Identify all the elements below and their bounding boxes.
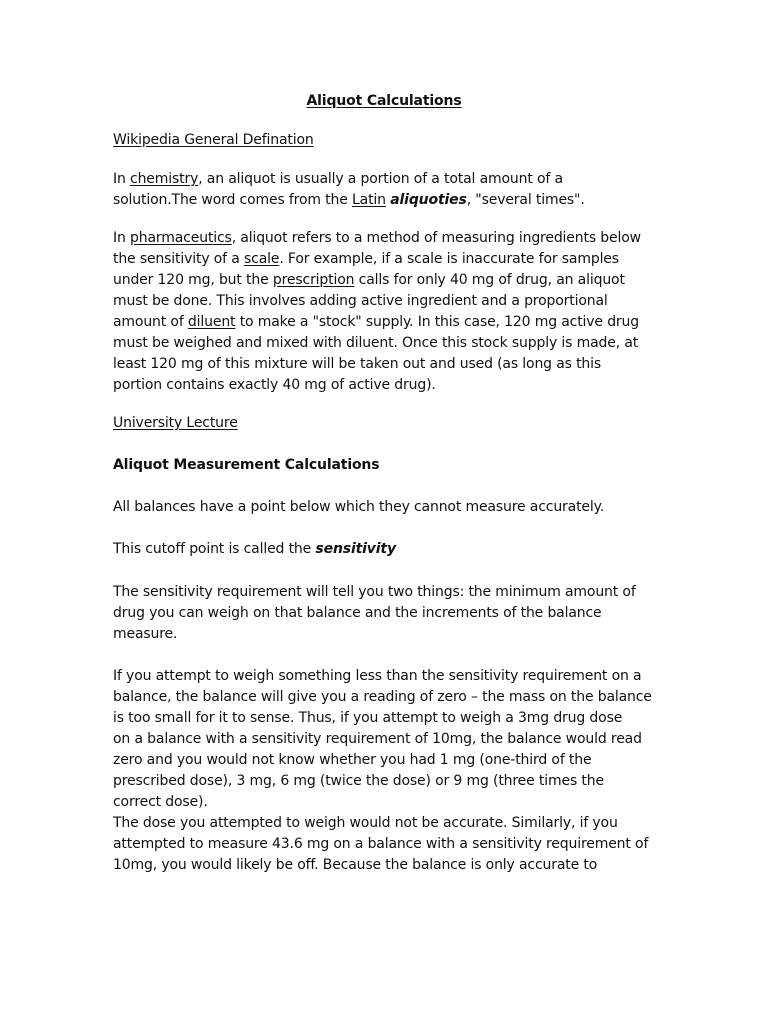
text-span: In [113,230,131,246]
pharmaceutics-line [113,312,639,333]
weighing-paragraph-line: The dose you attempted to weigh would not be accurate. Similarly, if you [113,815,618,831]
weighing-paragraph-line: balance, the balance will give you a reading of zero – the mass on the balance [113,689,652,705]
text-span: , an aliquot is usually a portion of a total amount of a [198,171,563,187]
wikipedia-heading: Wikipedia General Defination [113,132,314,148]
chemistry-link[interactable]: chemistry [130,171,199,187]
prescription-link[interactable]: prescription [272,272,355,288]
weighing-paragraph-line: If you attempt to weigh something less than the sensitivity requirement on a [113,668,642,684]
diluent-link[interactable]: diluent [187,314,236,330]
text-span: In [113,171,131,187]
pharmaceutics-link[interactable]: pharmaceutics [130,230,232,246]
pharmaceutics-line: must be done. This involves adding active ingredient and a proportional [113,293,608,309]
text-span: This cutoff point is called the [113,541,316,557]
pharmaceutics-line [113,228,641,249]
measurement-heading: Aliquot Measurement Calculations [113,457,380,473]
weighing-paragraph-line: zero and you would not know whether you had 1 mg (one-third of the [113,752,592,768]
pharmaceutics-line [113,249,619,270]
wiki-definition-line [113,169,563,190]
pharmaceutics-line: must be weighed and mixed with diluent. Once this stock supply is made, at [113,335,639,351]
text-span: under 120 mg, but the [113,272,273,288]
wiki-definition-line [113,190,585,211]
aliquoties-term: aliquoties [390,192,467,208]
weighing-paragraph-line: on a balance with a sensitivity requirement of 10mg, the balance would read [113,731,642,747]
weighing-paragraph-line: is too small for it to sense. Thus, if you attempt to weigh a 3mg drug dose [113,710,623,726]
text-span: to make a "stock" supply. In this case, 120 mg active drug [235,314,640,330]
sensitivity-term: sensitivity [315,541,396,557]
text-span: . For example, if a scale is inaccurate for samples [279,251,619,267]
text-span: , aliquot refers to a method of measuring ingredients below [231,230,641,246]
pharmaceutics-line: portion contains exactly 40 mg of active drug). [113,377,436,393]
text-span: solution.The word comes from the [113,192,353,208]
text-span: the sensitivity of a [113,251,244,267]
text-span: amount of [113,314,188,330]
university-lecture-heading: University Lecture [113,415,238,431]
weighing-paragraph-line: correct dose). [113,794,208,810]
sensitivity-paragraph-line: The sensitivity requirement will tell you two things: the minimum amount of [113,584,636,600]
document-title: Aliquot Calculations [306,93,462,109]
latin-link[interactable]: Latin [352,192,386,208]
weighing-paragraph-line: 10mg, you would likely be off. Because the balance is only accurate to [113,857,598,873]
cutoff-sentence [113,539,396,560]
sensitivity-paragraph-line: drug you can weigh on that balance and the increments of the balance [113,605,602,621]
pharmaceutics-line: least 120 mg of this mixture will be taken out and used (as long as this [113,356,602,372]
text-span: calls for only 40 mg of drug, an aliquot [354,272,625,288]
pharmaceutics-line [113,270,625,291]
sensitivity-paragraph-line: measure. [113,626,178,642]
weighing-paragraph-line: attempted to measure 43.6 mg on a balance with a sensitivity requirement of [113,836,649,852]
balances-sentence: All balances have a point below which they cannot measure accurately. [113,499,605,515]
text-span: , "several times". [466,192,585,208]
scale-link[interactable]: scale [244,251,280,267]
weighing-paragraph-line: prescribed dose), 3 mg, 6 mg (twice the dose) or 9 mg (three times the [113,773,604,789]
